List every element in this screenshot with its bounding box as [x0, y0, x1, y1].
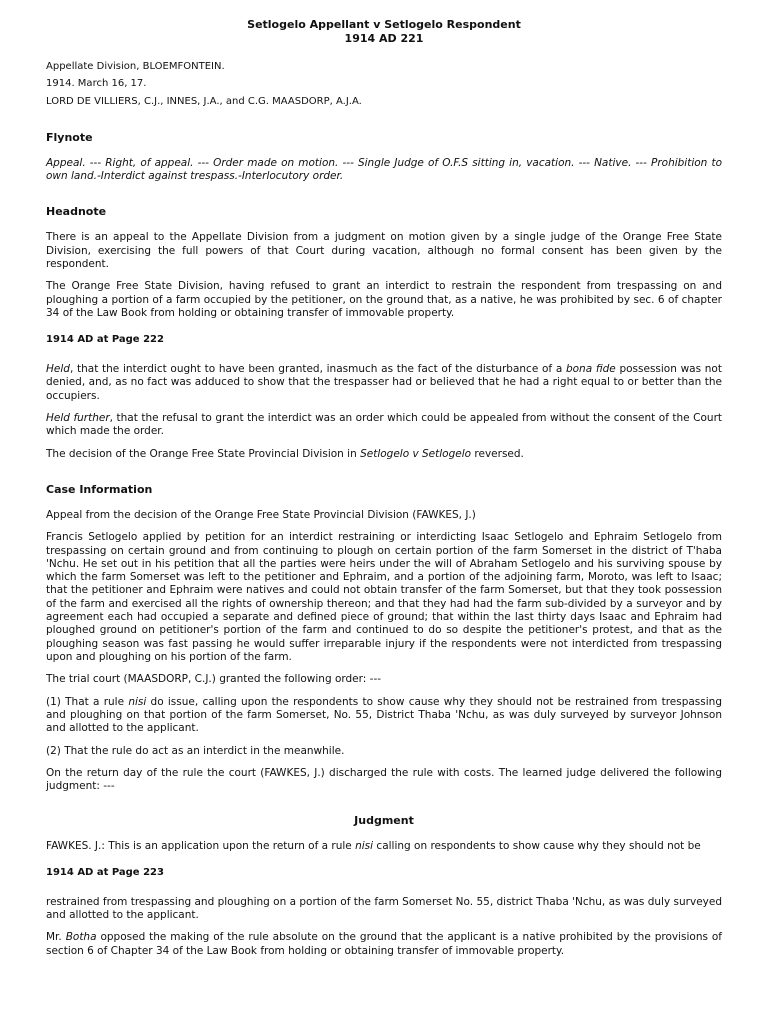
judgment-paragraph-2: restrained from trespassing and ploughing on a portion of the farm Somerset No. 55, district Thaba 'Nchu, as was duly surveyed and allotted to the applicant.: [46, 895, 722, 922]
case-reference: Setlogelo v Setlogelo: [360, 447, 472, 460]
case-citation: 1914 AD 221: [344, 32, 424, 46]
headnote-paragraph-2: The Orange Free State Division, having refused to grant an interdict to restrain the respondent from trespassing on and ploughing a portion of a farm occupied by the petitioner, on the ground that, as a native, he was prohibited by sec. 6 of chapter 34 of the Law Book from holding or obtaining transfer of immovable property.: [46, 280, 722, 319]
judgment-heading: Judgment: [354, 813, 414, 827]
headnote-held: Held, that the interdict ought to have been granted, inasmuch as the fact of the disturbance of a bona fide possession was not denied, and, as no fact was adduced to show that the trespasser had or believed that he had a right equal to or better than the occupiers.: [46, 362, 722, 402]
headnote-heading: Headnote: [46, 205, 107, 219]
case-info-paragraph-1: Appeal from the decision of the Orange Free State Provincial Division (FAWKES, J.): [46, 508, 476, 521]
judgment-paragraph-3: Mr. Botha opposed the making of the rule absolute on the ground that the applicant is a native prohibited by the provisions of section 6 of Chapter 34 of the Law Book from holding or obtaining transfer of immovable property.: [46, 931, 722, 957]
case-title: Setlogelo Appellant v Setlogelo Respondent: [247, 18, 521, 31]
case-meta: [46, 61, 722, 109]
case-info-paragraph-2: Francis Setlogelo applied by petition for an interdict restraining or interdicting Isaac Setlogelo and Ephraim Setlogelo from trespassing on certain ground and from continuing to plough on certain portion of the farm Somerset in the district of T'haba 'Nchu. He set out in his petition that all the parties were heirs under the will of Abraham Setlogelo and his surviving spouse by which the farm Somerset was left to the petitioner and Ephraim, and a portion of the adjoining farm, Moroto, was left to Isaac; that the petitioner and Ephraim were natives and could not obtain transfer of the farm Somerset, but that they took possession of the farm and exercised all the rights of ownership thereon; and that they had had the farm sub-divided by a surveyor and by agreement each had occupied a separate and defined piece of ground; that within the last thirty days Isaac and Ephraim had ploughed ground on petitioner's portion of the farm and continued to do so despite the petitioner's protest, and that as the ploughing season was fast passing he would suffer irreparable injury if the respondents were not interdicted from trespassing upon and ploughing on his portion of the farm.: [46, 531, 722, 664]
order-item-2: (2) That the rule do act as an interdict in the meanwhile.: [46, 744, 345, 757]
held-label: Held: [46, 362, 70, 375]
headnote-held-further: Held further, that the refusal to grant the interdict was an order which could be appealed from without the consent of the Court which made the order.: [46, 411, 722, 438]
order-item-1: (1) That a rule nisi do issue, calling upon the respondents to show cause why they should not be restrained from trespassing and ploughing on that portion of the farm Somerset, No. 55, District Thaba 'Nchu, as was duly surveyed by surveyor Johnson and allotted to the applicant.: [46, 695, 722, 735]
court-name: Appellate Division, BLOEMFONTEIN.: [46, 60, 225, 72]
page-marker-223: 1914 AD at Page 223: [46, 867, 164, 879]
headnote-paragraph-1: There is an appeal to the Appellate Division from a judgment on motion given by a single judge of the Orange Free State Division, exercising the full powers of that Court during vacation, although no formal consent has been given by the respondent.: [46, 231, 722, 270]
case-info-paragraph-3: The trial court (MAASDORP, C.J.) granted the following order: ---: [46, 673, 382, 686]
counsel-name: Botha: [65, 931, 97, 944]
flynote-text: Appeal. --- Right, of appeal. --- Order made on motion. --- Single Judge of O.F.S sitting in, vacation. --- Native. --- Prohibition to own land.-Interdict against trespass.-Interlocutory order.: [46, 156, 722, 182]
case-information-heading: Case Information: [46, 482, 153, 496]
page-marker-222: 1914 AD at Page 222: [46, 334, 164, 346]
hearing-dates: 1914. March 16, 17.: [46, 78, 147, 90]
case-title-block: [46, 18, 722, 47]
judges: LORD DE VILLIERS, C.J., INNES, J.A., and C.G. MAASDORP, A.J.A.: [46, 95, 362, 107]
flynote-heading: Flynote: [46, 130, 93, 144]
judgment-paragraph-1: FAWKES. J.: This is an application upon the return of a rule nisi calling on respondents to show cause why they should not be: [46, 839, 701, 852]
case-info-paragraph-6: On the return day of the rule the court (FAWKES, J.) discharged the rule with costs. The learned judge delivered the following judgment: ---: [46, 767, 722, 793]
headnote-decision: The decision of the Orange Free State Provincial Division in Setlogelo v Setlogelo reversed.: [46, 447, 524, 460]
held-further-label: Held further: [46, 411, 110, 424]
